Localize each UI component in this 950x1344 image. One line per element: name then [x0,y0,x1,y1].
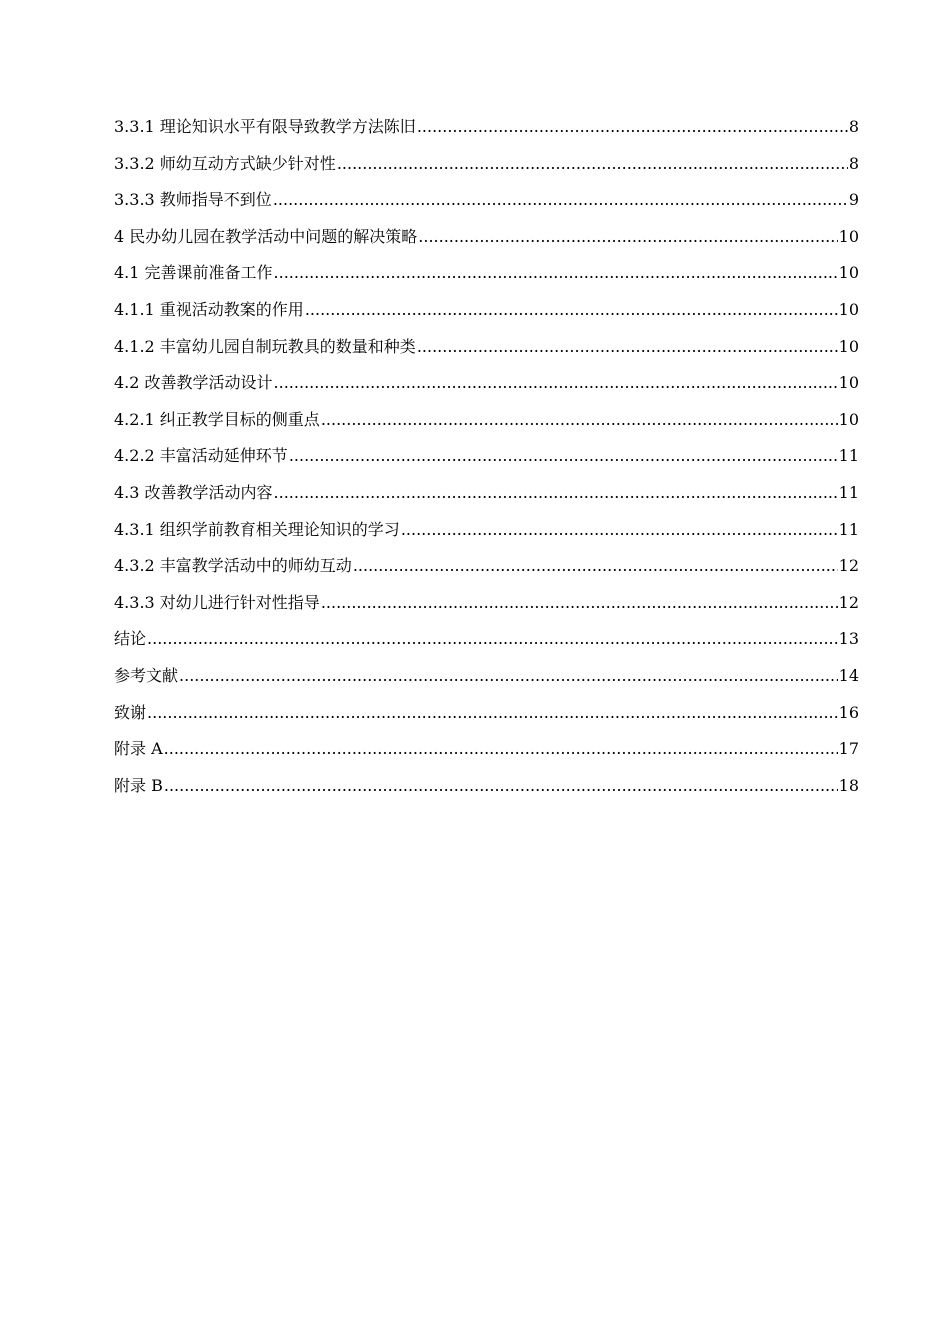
toc-entry-title: 4.3 改善教学活动内容 [114,482,273,502]
toc-dot-leader [401,516,838,544]
toc-entry-title: 附录 B [114,775,163,795]
toc-dot-leader [164,772,838,800]
toc-dot-leader [337,150,848,178]
toc-entry[interactable] [114,333,859,370]
toc-entry-title: 4 民办幼儿园在教学活动中问题的解决策略 [114,226,418,246]
toc-entry-title: 结论 [114,629,147,649]
toc-entry-page: 11 [838,446,859,466]
toc-entry[interactable] [114,735,859,772]
toc-entry-page: 18 [838,775,859,795]
toc-entry-title: 4.1.1 重视活动教案的作用 [114,299,304,319]
toc-dot-leader [179,662,838,690]
toc-entry-page: 14 [838,665,859,685]
toc-entry-page: 10 [838,263,859,283]
toc-entry[interactable] [114,150,859,187]
toc-entry[interactable] [114,442,859,479]
toc-entry-title: 3.3.3 教师指导不到位 [114,190,272,210]
toc-entry-page: 10 [838,336,859,356]
toc-entry[interactable] [114,625,859,662]
toc-entry-page: 10 [838,373,859,393]
toc-dot-leader [147,625,838,653]
toc-entry-title: 4.2.2 丰富活动延伸环节 [114,446,288,466]
toc-entry[interactable] [114,406,859,443]
toc-entry-page: 13 [838,629,859,649]
toc-entry-page: 9 [848,190,859,210]
toc-entry-page: 8 [848,117,859,136]
toc-dot-leader [274,259,838,287]
toc-entry-page: 12 [838,556,859,576]
toc-entry-page: 10 [838,409,859,429]
toc-dot-leader [417,333,838,361]
toc-entry[interactable] [114,589,859,626]
toc-entry[interactable] [114,259,859,296]
toc-dot-leader [164,735,838,763]
toc-entry-title: 附录 A [114,739,163,759]
toc-entry-page: 10 [838,299,859,319]
toc-entry-page: 10 [838,226,859,246]
toc-dot-leader [353,552,838,580]
toc-entry-page: 12 [838,592,859,612]
toc-entry[interactable] [114,223,859,260]
toc-entry-page: 8 [848,153,859,173]
toc-dot-leader [321,406,838,434]
toc-entry[interactable] [114,479,859,516]
toc-entry-title: 4.1 完善课前准备工作 [114,263,273,283]
toc-dot-leader [274,369,838,397]
toc-dot-leader [289,442,838,470]
toc-entry-title: 致谢 [114,702,147,722]
toc-entry[interactable] [114,296,859,333]
toc-entry-title: 4.3.2 丰富教学活动中的师幼互动 [114,556,352,576]
toc-entry-page: 11 [838,482,859,502]
toc-entry[interactable] [114,186,859,223]
toc-entry-page: 16 [838,702,859,722]
toc-entry[interactable] [114,113,859,150]
toc-entry-title: 4.2 改善教学活动设计 [114,373,273,393]
toc-entry-title: 4.2.1 纠正教学目标的侧重点 [114,409,320,429]
toc-entry[interactable] [114,662,859,699]
toc-entry-page: 11 [838,519,859,539]
toc-entry-title: 4.1.2 丰富幼儿园自制玩教具的数量和种类 [114,336,416,356]
toc-entry[interactable] [114,369,859,406]
toc-entry-title: 3.3.2 师幼互动方式缺少针对性 [114,153,336,173]
toc-entry-title: 4.3.3 对幼儿进行针对性指导 [114,592,320,612]
toc-dot-leader [305,296,838,324]
toc-entry-title: 3.3.1 理论知识水平有限导致教学方法陈旧 [114,117,416,136]
toc-dot-leader [418,223,837,251]
toc-entry-title: 参考文献 [114,665,179,685]
toc-entry[interactable] [114,516,859,553]
table-of-contents [114,113,859,808]
toc-dot-leader [274,479,838,507]
toc-entry[interactable] [114,699,859,736]
toc-entry-title: 4.3.1 组织学前教育相关理论知识的学习 [114,519,400,539]
toc-dot-leader [273,186,848,214]
toc-entry[interactable] [114,552,859,589]
toc-entry[interactable] [114,772,859,809]
toc-dot-leader [147,699,838,727]
toc-dot-leader [321,589,838,617]
toc-dot-leader [417,113,848,141]
toc-entry-page: 17 [838,739,859,759]
